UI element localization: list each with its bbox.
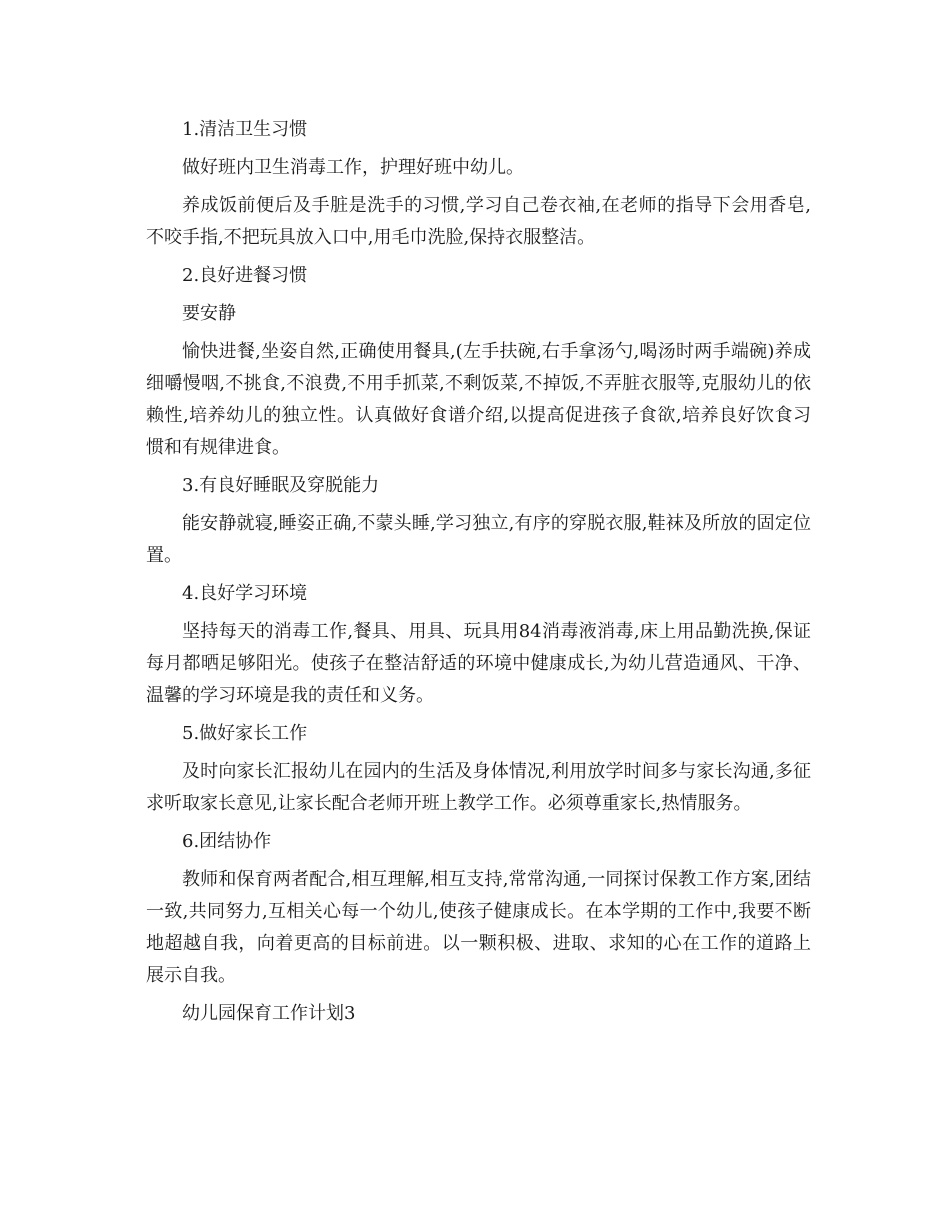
section-heading-teamwork: 6.团结协作 xyxy=(182,831,272,852)
paragraph: 坚持每天的消毒工作,餐具、用具、玩具用84消毒液消毒,床上用品勤洗换,保证每月都晒足够阳光。使孩子在整洁舒适的环境中健康成长,为幼儿营造通风、干净、温馨的学习环境是我的责任和义务。 xyxy=(146,621,811,706)
section-heading-sleep: 3.有良好睡眠及穿脱能力 xyxy=(182,475,380,496)
section-heading-eating: 2.良好进餐习惯 xyxy=(182,265,308,286)
document-body xyxy=(146,114,811,1030)
paragraph: 教师和保育两者配合,相互理解,相互支持,常常沟通,一同探讨保教工作方案,团结一致,共同努力,互相关心每一个幼儿,使孩子健康成长。在本学期的工作中,我要不断地超越自我，向着更高的目标前进。以一颗积极、进取、求知的心在工作的道路上展示自我。 xyxy=(146,869,811,986)
paragraph: 能安静就寝,睡姿正确,不蒙头睡,学习独立,有序的穿脱衣服,鞋袜及所放的固定位置。 xyxy=(146,513,811,566)
document-title-next: 幼儿园保育工作计划3 xyxy=(182,1003,356,1024)
paragraph: 养成饭前便后及手脏是洗手的习惯,学习自己卷衣袖,在老师的指导下会用香皂,不咬手指,不把玩具放入口中,用毛巾洗脸,保持衣服整洁。 xyxy=(146,195,811,248)
paragraph: 要安静 xyxy=(182,303,236,324)
section-heading-hygiene: 1.清洁卫生习惯 xyxy=(182,119,308,140)
paragraph: 做好班内卫生消毒工作，护理好班中幼儿。 xyxy=(182,157,524,178)
section-heading-environment: 4.良好学习环境 xyxy=(182,583,308,604)
paragraph: 及时向家长汇报幼儿在园内的生活及身体情况,利用放学时间多与家长沟通,多征求听取家长意见,让家长配合老师开班上教学工作。必须尊重家长,热情服务。 xyxy=(146,761,811,814)
section-heading-parents: 5.做好家长工作 xyxy=(182,723,308,744)
paragraph: 愉快进餐,坐姿自然,正确使用餐具,(左手扶碗,右手拿汤勺,喝汤时两手端碗)养成细嚼慢咽,不挑食,不浪费,不用手抓菜,不剩饭菜,不掉饭,不弄脏衣服等,克服幼儿的依赖性,培养幼儿的独立性。认真做好食谱介绍,以提高促进孩子食欲,培养良好饮食习惯和有规律进食。 xyxy=(146,341,811,458)
